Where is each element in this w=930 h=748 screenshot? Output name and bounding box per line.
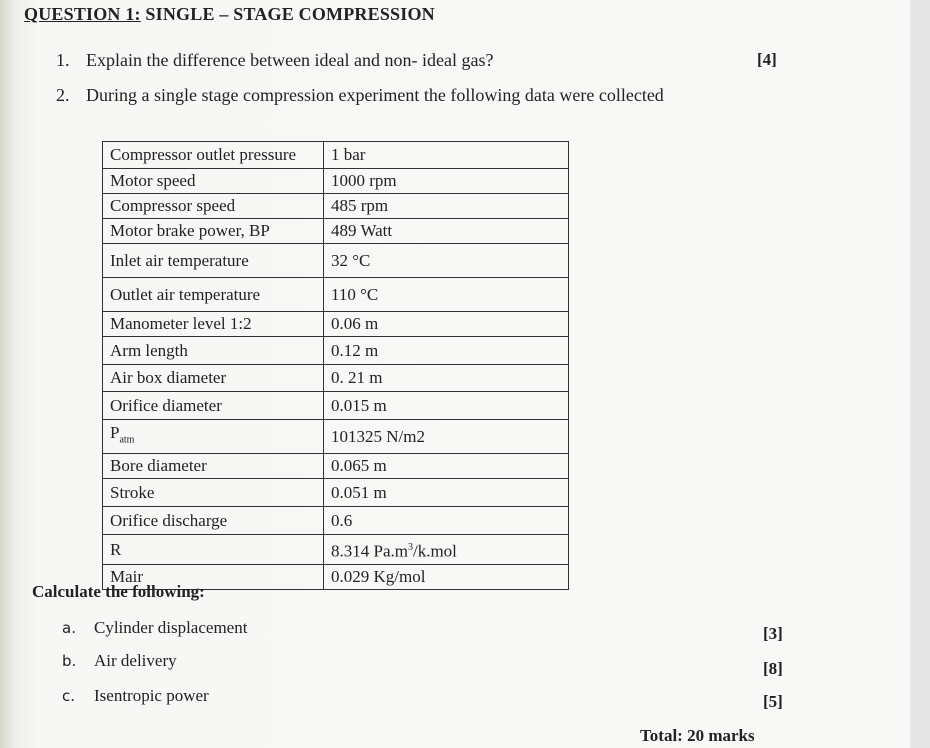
question-title: SINGLE – STAGE COMPRESSION (140, 4, 435, 24)
item-number: 2. (56, 85, 70, 105)
table-row (103, 244, 569, 278)
param-cell: R (103, 535, 324, 565)
calculate-heading: Calculate the following: (32, 582, 205, 601)
table-row (103, 169, 569, 194)
value-cell: 1 bar (324, 142, 569, 169)
param-cell: Manometer level 1:2 (103, 312, 324, 337)
question-item-1 (56, 50, 494, 71)
param-cell: Stroke (103, 479, 324, 507)
calc-part-b (62, 651, 177, 671)
part-label: c. (62, 687, 76, 705)
table-row (103, 479, 569, 507)
table-row (103, 194, 569, 219)
param-cell: Motor speed (103, 169, 324, 194)
item-number: 1. (56, 50, 70, 70)
value-cell (324, 535, 569, 565)
item-text: During a single stage compression experiment the following data were collected (86, 85, 664, 105)
param-cell: Bore diameter (103, 454, 324, 479)
param-cell: Mair (103, 565, 324, 590)
value-end: /k.mol (412, 541, 457, 561)
table-row (103, 420, 569, 454)
value-cell: 1000 rpm (324, 169, 569, 194)
param-cell: Inlet air temperature (103, 244, 324, 278)
table-row (103, 392, 569, 420)
page-edge (910, 0, 930, 748)
part-c-marks: [5] (763, 692, 783, 711)
param-cell: Compressor outlet pressure (103, 142, 324, 169)
part-label: a. (62, 619, 76, 637)
value-cell: 489 Watt (324, 219, 569, 244)
value-cell: 0.051 m (324, 479, 569, 507)
part-text: Isentropic power (94, 686, 209, 705)
value-cell: 0.029 Kg/mol (324, 565, 569, 590)
question-heading (24, 4, 435, 25)
value-cell: 0.12 m (324, 337, 569, 365)
value-cell: 0.015 m (324, 392, 569, 420)
question-item-2 (56, 85, 664, 106)
param-main: P (110, 422, 120, 442)
total-marks: Total: 20 marks (640, 726, 755, 745)
table-row (103, 219, 569, 244)
param-cell: Orifice diameter (103, 392, 324, 420)
value-cell: 0.06 m (324, 312, 569, 337)
question-label: QUESTION 1: (24, 4, 141, 24)
param-cell: Compressor speed (103, 194, 324, 219)
param-cell (103, 420, 324, 454)
value-cell: 101325 N/m2 (324, 420, 569, 454)
table-row (103, 507, 569, 535)
value-cell: 485 rpm (324, 194, 569, 219)
table-row (103, 535, 569, 565)
part-label: b. (62, 652, 77, 670)
param-cell: Orifice discharge (103, 507, 324, 535)
value-cell: 110 °C (324, 278, 569, 312)
calc-part-c (62, 686, 209, 706)
item-text: Explain the difference between ideal and non- ideal gas? (86, 50, 494, 70)
param-cell: Motor brake power, BP (103, 219, 324, 244)
param-cell: Outlet air temperature (103, 278, 324, 312)
table-row (103, 312, 569, 337)
data-table (102, 141, 569, 590)
value-main: 8.314 Pa.m (331, 541, 408, 561)
value-cell: 32 °C (324, 244, 569, 278)
part-text: Cylinder displacement (94, 618, 248, 637)
part-b-marks: [8] (763, 659, 783, 678)
value-superscript: 3 (407, 541, 413, 553)
table-row (103, 142, 569, 169)
part-text: Air delivery (94, 651, 177, 670)
table-row (103, 278, 569, 312)
table-row (103, 365, 569, 392)
calc-part-a (62, 618, 247, 638)
param-subscript: atm (119, 434, 135, 446)
value-cell: 0.065 m (324, 454, 569, 479)
param-cell: Arm length (103, 337, 324, 365)
part-a-marks: [3] (763, 624, 783, 643)
param-cell: Air box diameter (103, 365, 324, 392)
value-cell: 0. 21 m (324, 365, 569, 392)
table-row (103, 454, 569, 479)
value-cell: 0.6 (324, 507, 569, 535)
item-1-marks: [4] (757, 50, 777, 69)
table-row (103, 337, 569, 365)
